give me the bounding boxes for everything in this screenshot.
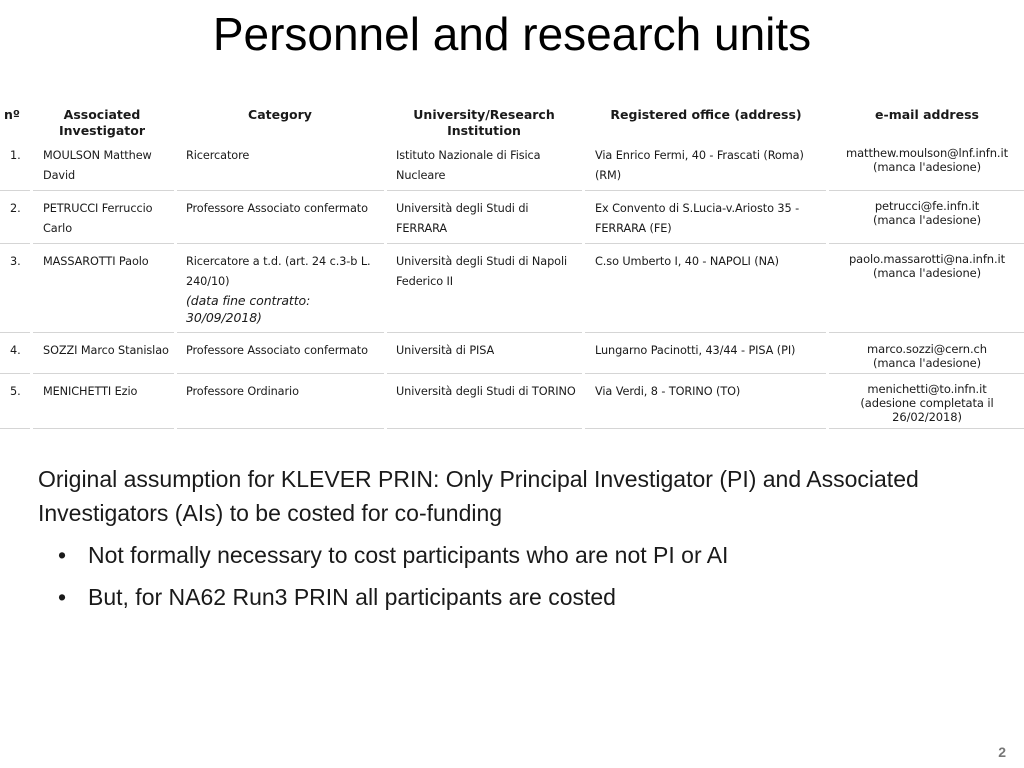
row2-email-line2: (manca l'adesione)	[872, 213, 982, 227]
row4-email-line2: (manca l'adesione)	[872, 356, 982, 370]
row-divider	[0, 428, 1024, 429]
bullet-text: But, for NA62 Run3 PRIN all participants are costed	[88, 584, 616, 610]
row5-investigator: MENICHETTI Ezio	[43, 385, 138, 398]
row1-office-line2: (RM)	[595, 169, 622, 182]
row4-category: Professore Associato confermato	[186, 344, 368, 357]
header-category: Category	[248, 107, 312, 122]
row3-contract-end-line1	[186, 292, 382, 309]
row1-office-line1: Via Enrico Fermi, 40 - Frascati (Roma)	[595, 149, 804, 162]
header-investigator-line1: Associated	[63, 107, 141, 122]
bullet-icon: •	[58, 584, 67, 610]
row5-email-line3: 26/02/2018)	[892, 410, 962, 424]
row3-institution-line1: Università degli Studi di Napoli	[396, 255, 568, 268]
row3-institution	[396, 252, 582, 292]
row3-num: 3.	[10, 255, 21, 268]
close-paren: )	[257, 310, 262, 325]
row2-office-line1: Ex Convento di S.Lucia-v.Ariosto 35 -	[595, 202, 800, 215]
body-paragraph: Original assumption for KLEVER PRIN: Only Principal Investigator (PI) and Associated Investigators (AIs) to be costed for co-funding	[38, 466, 919, 526]
slide-title: Personnel and research units	[212, 8, 812, 60]
row-divider	[0, 190, 1024, 191]
row1-office	[595, 146, 825, 186]
column-gap	[174, 142, 177, 432]
row4-email	[830, 342, 1024, 370]
header-email: e-mail address	[875, 107, 979, 122]
row3-institution-line2: Federico II	[396, 275, 454, 288]
slide-body	[38, 462, 998, 614]
column-gap	[582, 142, 585, 432]
column-gap	[384, 142, 387, 432]
row2-investigator-line2: Carlo	[43, 222, 73, 235]
header-num: nº	[4, 107, 20, 122]
row2-institution: Università degli Studi di FERRARA	[396, 202, 529, 235]
row5-email	[830, 382, 1024, 424]
row2-email	[830, 199, 1024, 227]
open-paren: (	[186, 293, 191, 308]
row3-email-line1: paolo.massarotti@na.infn.it	[848, 252, 1006, 266]
row5-email-line1: menichetti@to.infn.it	[867, 382, 987, 396]
row4-office: Lungarno Pacinotti, 43/44 - PISA (PI)	[595, 344, 796, 357]
row1-investigator	[43, 146, 173, 186]
row2-office	[595, 199, 825, 239]
bullet-icon: •	[58, 542, 67, 568]
row3-email	[830, 252, 1024, 280]
row3-contract-end-line2	[186, 309, 382, 326]
page-number: 2	[998, 744, 1006, 760]
row1-email-line2: (manca l'adesione)	[872, 160, 982, 174]
row-divider	[0, 243, 1024, 244]
column-gap	[826, 142, 829, 432]
row1-category: Ricercatore	[186, 149, 250, 162]
row1-institution-line1: Istituto Nazionale di Fisica	[396, 149, 541, 162]
row4-investigator: SOZZI Marco Stanislao	[43, 344, 169, 357]
row5-institution: Università degli Studi di TORINO	[396, 385, 576, 398]
row3-contract-end-label: data fine contratto:	[190, 293, 311, 308]
row2-office-line2: FERRARA (FE)	[595, 222, 672, 235]
bullet-text: Not formally necessary to cost participants who are not PI or AI	[88, 542, 729, 568]
row5-num: 5.	[10, 385, 21, 398]
row3-category	[186, 252, 382, 326]
row3-contract-end-date: 30/09/2018	[186, 310, 258, 325]
row5-email-line2: (adesione completata il	[860, 396, 994, 410]
row5-category: Professore Ordinario	[186, 385, 299, 398]
row2-investigator	[43, 199, 173, 239]
row5-office: Via Verdi, 8 - TORINO (TO)	[595, 385, 741, 398]
row-divider	[0, 332, 1024, 333]
row4-institution: Università di PISA	[396, 344, 495, 357]
header-investigator-line2: Investigator	[59, 123, 145, 138]
row4-email-line1: marco.sozzi@cern.ch	[867, 342, 987, 356]
row2-category: Professore Associato confermato	[186, 202, 368, 215]
header-institution-line2: Institution	[447, 123, 521, 138]
row4-num: 4.	[10, 344, 21, 357]
bullet-item	[38, 580, 998, 614]
row3-category-line1: Ricercatore a t.d. (art. 24 c.3-b L.	[186, 255, 371, 268]
row1-institution-line2: Nucleare	[396, 169, 446, 182]
bullet-item	[38, 538, 998, 572]
row1-investigator-line1: MOULSON Matthew	[43, 149, 152, 162]
row1-investigator-line2: David	[43, 169, 76, 182]
row1-email-line1: matthew.moulson@lnf.infn.it	[845, 146, 1008, 160]
row3-office: C.so Umberto I, 40 - NAPOLI (NA)	[595, 255, 779, 268]
row3-investigator: MASSAROTTI Paolo	[43, 255, 149, 268]
row1-institution	[396, 146, 582, 186]
row2-email-line1: petrucci@fe.infn.it	[874, 199, 980, 213]
row2-num: 2.	[10, 202, 21, 215]
header-investigator	[36, 107, 168, 139]
personnel-table	[0, 102, 1024, 430]
header-institution-line1: University/Research	[413, 107, 555, 122]
column-gap	[30, 142, 33, 432]
row-divider	[0, 373, 1024, 374]
row2-investigator-line1: PETRUCCI Ferruccio	[43, 202, 153, 215]
row1-num: 1.	[10, 149, 21, 162]
header-office: Registered office (address)	[610, 107, 802, 122]
header-institution	[386, 107, 582, 139]
row3-email-line2: (manca l'adesione)	[872, 266, 982, 280]
row1-email	[830, 146, 1024, 174]
row3-category-line2: 240/10)	[186, 275, 230, 288]
